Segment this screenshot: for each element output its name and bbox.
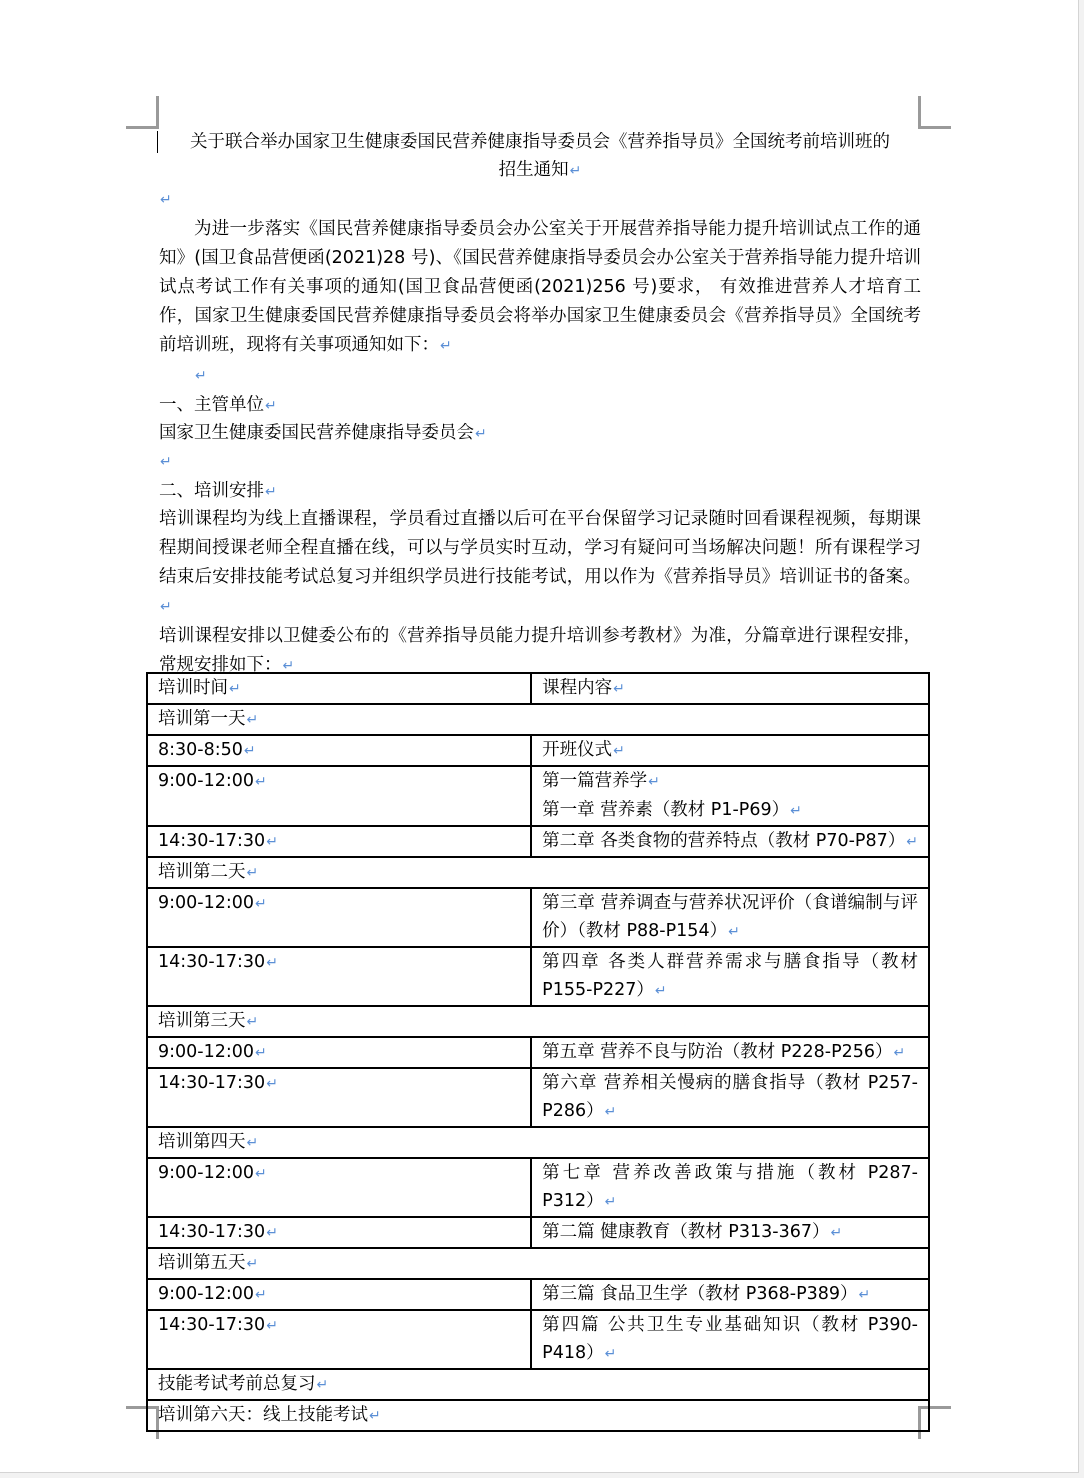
table-row [147,826,929,857]
section2-paragraph-1: 培训课程均为线上直播课程，学员看过直播以后可在平台保留学习记录随时回看课程视频，每期课程期间授课老师全程直播在线，可以与学员实时互动，学习有疑问可当场解决问题！所有课程学习结束后安排技能考试总复习并组织学员进行技能考试，用以作为《营养指导员》培训证书的备案。 [159,509,921,587]
paragraph-mark: ↵ [160,192,172,208]
session-content: 第三章 营养调查与营养状况评价（食谱编制与评价）（教材 P88-P154） [542,893,918,941]
paragraph-mark: ↵ [246,1135,259,1151]
section2-paragraph-2: 培训课程安排以卫健委公布的《营养指导员能力提升培训参考教材》为准，分篇章进行课程安排，常规安排如下： [159,626,921,675]
table-row [147,1310,929,1369]
session-content: 第四章 各类人群营养需求与膳食指导（教材 P155-P227） [542,952,918,1000]
crop-mark-top-right [918,96,951,129]
schedule-table[interactable] [146,672,930,1432]
table-row [147,1217,929,1248]
session-time: 14:30-17:30 [158,1315,266,1335]
session-time: 14:30-17:30 [158,831,266,851]
paragraph-mark: ↵ [893,1045,906,1061]
day-label: 培训第一天 [158,709,246,729]
paragraph-mark: ↵ [229,681,241,697]
day-label: 培训第二天 [158,862,246,882]
paragraph-mark: ↵ [604,1194,617,1210]
document-title [159,128,921,185]
paragraph-mark: ↵ [160,599,172,615]
paragraph-mark: ↵ [282,658,295,674]
paragraph-mark: ↵ [246,1256,259,1272]
table-day-row [147,1400,929,1431]
paragraph-mark: ↵ [648,774,660,790]
paragraph-mark: ↵ [266,955,278,971]
section2-heading: 二、培训安排 [159,481,264,501]
paragraph-mark: ↵ [613,681,625,697]
intro-paragraph: 为进一步落实《国民营养健康指导委员会办公室关于开展营养指导能力提升培训试点工作的通知》(国卫食品营便函(2021)28 号)、《国民营养健康指导委员会办公室关于营养指导能力提升培训试点考试工作有关事项的通知(国卫食品营便函(2021)256 号)要求， 有效推进营养人才培育工作，国家卫生健康委国民营养健康指导委员会将举办国家卫生健康委员会《营养指导员》全国统考前培训班，现将有关事项通知如下： [159,219,921,355]
paragraph-mark: ↵ [265,398,277,414]
crop-mark-top-left [126,96,159,129]
table-row [147,888,929,947]
exam-label: 培训第六天：线上技能考试 [158,1405,368,1425]
session-content: 第六章 营养相关慢病的膳食指导（教材 P257-P286） [542,1073,918,1121]
header-time: 培训时间 [158,678,228,698]
paragraph-mark: ↵ [255,896,267,912]
paragraph-mark: ↵ [604,1346,617,1362]
table-header-row [147,673,929,704]
paragraph-mark: ↵ [266,1225,278,1241]
paragraph-mark: ↵ [604,1104,617,1120]
paragraph-mark: ↵ [906,834,918,850]
table-row [147,766,929,826]
section1-body: 国家卫生健康委国民营养健康指导委员会 [159,423,474,443]
paragraph-mark: ↵ [255,1045,267,1061]
session-time: 9:00-12:00 [158,1042,255,1062]
session-time: 14:30-17:30 [158,1222,266,1242]
table-day-row [147,1248,929,1279]
header-content: 课程内容 [542,678,613,698]
paragraph-mark: ↵ [255,1166,267,1182]
session-content: 开班仪式 [542,740,613,760]
paragraph-mark: ↵ [790,803,802,819]
review-label: 技能考试考前总复习 [158,1374,316,1394]
session-time: 9:00-12:00 [158,1284,255,1304]
session-content: 第三篇 食品卫生学（教材 P368-P389） [542,1284,858,1304]
session-content: 第二篇 健康教育（教材 P313-367） [542,1222,830,1242]
table-row [147,735,929,766]
session-content: 第四篇 公共卫生专业基础知识（教材 P390-P418） [542,1315,918,1363]
paragraph-mark: ↵ [369,1408,381,1424]
session-time: 14:30-17:30 [158,1073,266,1093]
title-line-2: 招生通知 [498,160,569,180]
session-content: 第二章 各类食物的营养特点（教材 P70-P87） [542,831,906,851]
document-body[interactable] [159,128,921,681]
paragraph-mark: ↵ [569,163,582,179]
paragraph-mark: ↵ [255,1287,267,1303]
day-label: 培训第四天 [158,1132,246,1152]
paragraph-mark: ↵ [440,338,452,354]
paragraph-mark: ↵ [246,1014,259,1030]
text-cursor [157,131,158,153]
table-day-row [147,704,929,735]
paragraph-mark: ↵ [195,368,207,384]
paragraph-mark: ↵ [266,1076,278,1092]
session-content: 第五章 营养不良与防治（教材 P228-P256） [542,1042,893,1062]
paragraph-mark: ↵ [316,1377,329,1393]
title-line-1: 关于联合举办国家卫生健康委国民营养健康指导委员会《营养指导员》全国统考前培训班的 [190,132,890,152]
paragraph-mark: ↵ [246,865,259,881]
table-row [147,1279,929,1310]
table-day-row [147,857,929,888]
session-content: 第一章 营养素（教材 P1-P69） [542,800,790,820]
table-row [147,1068,929,1127]
table-day-row [147,1369,929,1400]
paragraph-mark: ↵ [728,924,740,940]
paragraph-mark: ↵ [160,454,172,470]
paragraph-mark: ↵ [266,1318,278,1334]
paragraph-mark: ↵ [243,743,256,759]
session-time: 9:00-12:00 [158,771,255,791]
session-time: 8:30-8:50 [158,740,243,760]
day-label: 培训第五天 [158,1253,246,1273]
session-content: 第一篇营养学 [542,771,648,791]
table-day-row [147,1127,929,1158]
table-row [147,947,929,1006]
paragraph-mark: ↵ [265,484,277,500]
paragraph-mark: ↵ [654,983,667,999]
table-row [147,1158,929,1217]
section1-heading: 一、主管单位 [159,395,264,415]
session-content: 第七章 营养改善政策与措施（教材 P287-P312） [542,1163,918,1211]
paragraph-mark: ↵ [246,712,259,728]
session-time: 9:00-12:00 [158,1163,255,1183]
paragraph-mark: ↵ [266,834,278,850]
paragraph-mark: ↵ [830,1225,843,1241]
paragraph-mark: ↵ [255,774,267,790]
table-row [147,1037,929,1068]
paragraph-mark: ↵ [475,426,487,442]
session-time: 9:00-12:00 [158,893,255,913]
session-time: 14:30-17:30 [158,952,266,972]
table-day-row [147,1006,929,1037]
paragraph-mark: ↵ [858,1287,871,1303]
paragraph-mark: ↵ [613,743,625,759]
day-label: 培训第三天 [158,1011,246,1031]
